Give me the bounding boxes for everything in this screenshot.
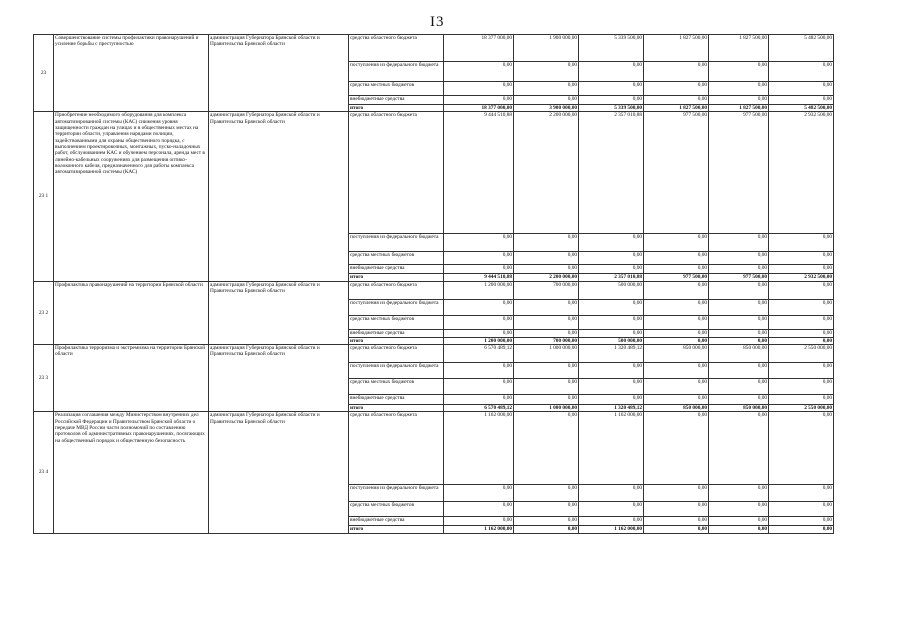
amount-cell: 0,00	[769, 412, 834, 485]
amount-cell: 0,00	[769, 252, 834, 265]
amount-cell: 0,00	[769, 96, 834, 105]
amount-cell: 2 550 000,00	[769, 345, 834, 363]
amount-cell: 700 000,00	[514, 281, 579, 299]
amount-cell: 0,00	[444, 485, 514, 502]
amount-cell: 0,00	[709, 517, 769, 526]
amount-cell: 0,00	[444, 517, 514, 526]
amount-cell: 0,00	[769, 234, 834, 252]
amount-cell: 2 357 010,88	[579, 112, 644, 234]
funding-source: внебюджетные средства	[349, 517, 444, 526]
amount-cell: 9 444 510,88	[444, 274, 514, 281]
amount-cell: 0,00	[644, 299, 709, 315]
amount-cell: 0,00	[769, 329, 834, 337]
funding-source: итого	[349, 526, 444, 533]
amount-cell: 0,00	[644, 234, 709, 252]
table-row	[34, 35, 834, 62]
table-row	[34, 345, 834, 363]
amount-cell: 0,00	[644, 62, 709, 82]
amount-cell: 700 000,00	[514, 337, 579, 344]
amount-cell: 0,00	[444, 299, 514, 315]
amount-cell: 0,00	[644, 96, 709, 105]
item-name: Реализация соглашения между Министерством внутренних дел Российской Федерации и Правительством Брянской области о передаче МВД России части полномочий по составлению протоколов об административных правонарушениях, посягающих на общественный порядок и общественную безопасность	[54, 412, 209, 533]
amount-cell: 0,00	[444, 252, 514, 265]
funding-source: средства местных бюджетов	[349, 315, 444, 329]
amount-cell: 0,00	[769, 379, 834, 395]
table-row	[34, 412, 834, 485]
amount-cell: 977 500,00	[644, 274, 709, 281]
amount-cell: 9 444 510,88	[444, 112, 514, 234]
funding-source: средства местных бюджетов	[349, 502, 444, 517]
amount-cell: 18 377 000,00	[444, 105, 514, 112]
amount-cell: 18 377 000,00	[444, 35, 514, 62]
amount-cell: 0,00	[514, 379, 579, 395]
item-executor: администрация Губернатора Брянской области и Правительства Брянской области	[209, 35, 349, 112]
amount-cell: 850 000,00	[709, 345, 769, 363]
funding-source: средства местных бюджетов	[349, 82, 444, 96]
amount-cell: 0,00	[644, 395, 709, 405]
amount-cell: 1 000 000,00	[514, 405, 579, 412]
amount-cell: 2 932 500,00	[769, 274, 834, 281]
funding-source: средства областного бюджета	[349, 281, 444, 299]
amount-cell: 1 827 500,00	[644, 105, 709, 112]
amount-cell: 5 482 500,00	[769, 105, 834, 112]
amount-cell: 0,00	[444, 395, 514, 405]
item-number: 23 3	[34, 345, 54, 412]
funding-source: средства областного бюджета	[349, 412, 444, 485]
amount-cell: 0,00	[444, 363, 514, 379]
amount-cell: 0,00	[709, 265, 769, 274]
page-number: I3	[430, 14, 445, 30]
item-executor: администрация Губернатора Брянской области и Правительства Брянской области	[209, 345, 349, 412]
item-number: 23 4	[34, 412, 54, 533]
item-name: Профилактика терроризма и экстремизма на территории Брянской области	[54, 345, 209, 412]
amount-cell: 0,00	[709, 234, 769, 252]
amount-cell: 0,00	[709, 281, 769, 299]
amount-cell: 0,00	[769, 337, 834, 344]
amount-cell: 1 162 000,00	[579, 526, 644, 533]
item-name: Приобретение необходимого оборудования для комплекса автоматизированной системы (КАС) снижения уровня защищенности граждан на улицах и в общественных местах на территории области, управления нарядами полиции, задействованными для охраны общественного порядка, с выполнением проектировочных, монтажных, пуско-наладочных работ, обслуживанием КАС и обучением персонала, аренда мест в линейно-кабельных сооружениях для размещения оптико-волоконного кабеля, предназначенного для работы комплекса автоматизированной системы (КАС)	[54, 112, 209, 281]
amount-cell: 1 900 000,00	[514, 35, 579, 62]
amount-cell: 0,00	[709, 299, 769, 315]
amount-cell: 0,00	[644, 379, 709, 395]
amount-cell: 2 200 000,00	[514, 112, 579, 234]
amount-cell: 0,00	[644, 412, 709, 485]
funding-source: поступления из федерального бюджета	[349, 62, 444, 82]
amount-cell: 1 827 500,00	[644, 35, 709, 62]
amount-cell: 0,00	[514, 62, 579, 82]
table-row	[34, 281, 834, 299]
amount-cell: 0,00	[644, 502, 709, 517]
amount-cell: 977 500,00	[644, 112, 709, 234]
amount-cell: 0,00	[709, 82, 769, 96]
amount-cell: 0,00	[579, 517, 644, 526]
item-number: 23 1	[34, 112, 54, 281]
amount-cell: 0,00	[444, 502, 514, 517]
amount-cell: 0,00	[444, 82, 514, 96]
amount-cell: 0,00	[709, 526, 769, 533]
amount-cell: 0,00	[514, 96, 579, 105]
amount-cell: 6 570 489,12	[444, 405, 514, 412]
amount-cell: 0,00	[444, 315, 514, 329]
funding-source: внебюджетные средства	[349, 96, 444, 105]
funding-source: средства областного бюджета	[349, 35, 444, 62]
amount-cell: 0,00	[444, 96, 514, 105]
amount-cell: 0,00	[769, 315, 834, 329]
amount-cell: 0,00	[769, 526, 834, 533]
amount-cell: 1 200 000,00	[444, 337, 514, 344]
amount-cell: 0,00	[514, 299, 579, 315]
funding-source: итого	[349, 274, 444, 281]
amount-cell: 0,00	[444, 379, 514, 395]
amount-cell: 2 932 500,00	[769, 112, 834, 234]
amount-cell: 0,00	[444, 234, 514, 252]
amount-cell: 2 550 000,00	[769, 405, 834, 412]
amount-cell: 3 900 000,00	[514, 105, 579, 112]
amount-cell: 0,00	[709, 315, 769, 329]
amount-cell: 0,00	[579, 485, 644, 502]
amount-cell: 5 339 500,00	[579, 35, 644, 62]
item-executor: администрация Губернатора Брянской области и Правительства Брянской области	[209, 412, 349, 533]
funding-source: внебюджетные средства	[349, 395, 444, 405]
amount-cell: 1 827 500,00	[709, 105, 769, 112]
funding-source: средства местных бюджетов	[349, 379, 444, 395]
amount-cell: 0,00	[769, 363, 834, 379]
item-number: 23	[34, 35, 54, 112]
amount-cell: 0,00	[709, 252, 769, 265]
funding-source: итого	[349, 105, 444, 112]
amount-cell: 0,00	[709, 337, 769, 344]
funding-source: средства местных бюджетов	[349, 252, 444, 265]
budget-table	[33, 34, 834, 534]
funding-source: внебюджетные средства	[349, 329, 444, 337]
amount-cell: 0,00	[514, 234, 579, 252]
amount-cell: 0,00	[769, 395, 834, 405]
amount-cell: 0,00	[514, 502, 579, 517]
amount-cell: 0,00	[769, 265, 834, 274]
amount-cell: 1 320 489,12	[579, 405, 644, 412]
amount-cell: 0,00	[579, 395, 644, 405]
funding-source: внебюджетные средства	[349, 265, 444, 274]
amount-cell: 0,00	[514, 395, 579, 405]
amount-cell: 0,00	[514, 329, 579, 337]
amount-cell: 0,00	[644, 363, 709, 379]
item-name: Профилактика правонарушений на территории Брянской области	[54, 281, 209, 344]
amount-cell: 0,00	[709, 329, 769, 337]
amount-cell: 0,00	[514, 517, 579, 526]
amount-cell: 0,00	[644, 526, 709, 533]
amount-cell: 0,00	[644, 337, 709, 344]
amount-cell: 0,00	[644, 315, 709, 329]
funding-source: поступления из федерального бюджета	[349, 363, 444, 379]
amount-cell: 850 000,00	[709, 405, 769, 412]
amount-cell: 0,00	[644, 281, 709, 299]
item-executor: администрация Губернатора Брянской области и Правительства Брянской области	[209, 281, 349, 344]
amount-cell: 0,00	[709, 62, 769, 82]
item-name: Совершенствование системы профилактики правонарушений и усиление борьбы с преступностью	[54, 35, 209, 112]
amount-cell: 5 482 500,00	[769, 35, 834, 62]
amount-cell: 0,00	[579, 299, 644, 315]
funding-source: средства областного бюджета	[349, 345, 444, 363]
amount-cell: 0,00	[514, 82, 579, 96]
amount-cell: 0,00	[769, 299, 834, 315]
amount-cell: 0,00	[579, 234, 644, 252]
amount-cell: 977 500,00	[709, 274, 769, 281]
amount-cell: 0,00	[579, 329, 644, 337]
amount-cell: 0,00	[514, 412, 579, 485]
amount-cell: 0,00	[709, 96, 769, 105]
amount-cell: 0,00	[514, 526, 579, 533]
amount-cell: 1 162 000,00	[444, 412, 514, 485]
funding-source: поступления из федерального бюджета	[349, 234, 444, 252]
amount-cell: 0,00	[644, 485, 709, 502]
amount-cell: 0,00	[769, 281, 834, 299]
amount-cell: 0,00	[644, 329, 709, 337]
amount-cell: 0,00	[709, 502, 769, 517]
amount-cell: 850 000,00	[644, 405, 709, 412]
amount-cell: 0,00	[444, 62, 514, 82]
amount-cell: 0,00	[579, 252, 644, 265]
amount-cell: 0,00	[769, 517, 834, 526]
amount-cell: 0,00	[514, 252, 579, 265]
amount-cell: 500 000,00	[579, 281, 644, 299]
amount-cell: 2 200 000,00	[514, 274, 579, 281]
amount-cell: 6 570 489,12	[444, 345, 514, 363]
amount-cell: 0,00	[579, 363, 644, 379]
amount-cell: 0,00	[444, 265, 514, 274]
amount-cell: 0,00	[644, 252, 709, 265]
amount-cell: 977 500,00	[709, 112, 769, 234]
budget-table-body	[34, 35, 834, 534]
funding-source: итого	[349, 405, 444, 412]
amount-cell: 500 000,00	[579, 337, 644, 344]
item-executor: администрация Губернатора Брянской области и Правительства Брянской области	[209, 112, 349, 281]
amount-cell: 1 200 000,00	[444, 281, 514, 299]
amount-cell: 0,00	[444, 329, 514, 337]
amount-cell: 1 162 000,00	[444, 526, 514, 533]
amount-cell: 1 827 500,00	[709, 35, 769, 62]
amount-cell: 0,00	[579, 265, 644, 274]
amount-cell: 1 162 000,00	[579, 412, 644, 485]
amount-cell: 0,00	[769, 502, 834, 517]
amount-cell: 0,00	[514, 265, 579, 274]
amount-cell: 0,00	[579, 62, 644, 82]
amount-cell: 5 339 500,00	[579, 105, 644, 112]
table-row	[34, 112, 834, 234]
funding-source: поступления из федерального бюджета	[349, 485, 444, 502]
item-number: 23 2	[34, 281, 54, 344]
amount-cell: 0,00	[709, 412, 769, 485]
funding-source: поступления из федерального бюджета	[349, 299, 444, 315]
amount-cell: 0,00	[514, 485, 579, 502]
amount-cell: 850 000,00	[644, 345, 709, 363]
amount-cell: 0,00	[709, 379, 769, 395]
amount-cell: 0,00	[769, 82, 834, 96]
amount-cell: 0,00	[644, 265, 709, 274]
amount-cell: 0,00	[769, 62, 834, 82]
amount-cell: 2 357 010,88	[579, 274, 644, 281]
funding-source: итого	[349, 337, 444, 344]
amount-cell: 0,00	[709, 485, 769, 502]
amount-cell: 0,00	[769, 485, 834, 502]
amount-cell: 0,00	[579, 502, 644, 517]
amount-cell: 0,00	[644, 517, 709, 526]
amount-cell: 0,00	[579, 82, 644, 96]
amount-cell: 0,00	[579, 379, 644, 395]
amount-cell: 0,00	[514, 315, 579, 329]
amount-cell: 0,00	[579, 96, 644, 105]
amount-cell: 0,00	[709, 363, 769, 379]
amount-cell: 1 320 489,12	[579, 345, 644, 363]
amount-cell: 0,00	[579, 315, 644, 329]
funding-source: средства областного бюджета	[349, 112, 444, 234]
amount-cell: 0,00	[644, 82, 709, 96]
amount-cell: 0,00	[514, 363, 579, 379]
amount-cell: 0,00	[709, 395, 769, 405]
amount-cell: 1 000 000,00	[514, 345, 579, 363]
